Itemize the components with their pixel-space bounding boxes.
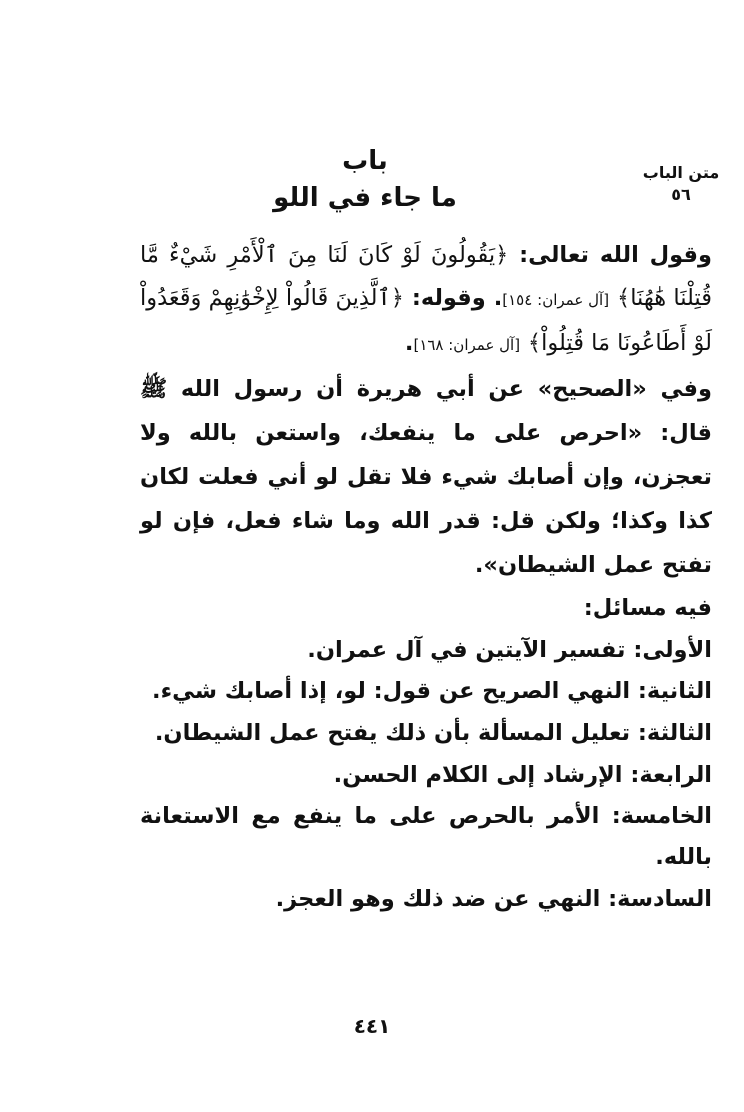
issue-item: الثالثة: تعليل المسألة بأن ذلك يفتح عمل الشيطان.: [154, 720, 712, 746]
chapter-heading: [200, 143, 530, 217]
chapter-heading-title: ما جاء في اللو: [273, 183, 457, 213]
page-number: ٤٤١: [353, 1014, 391, 1038]
margin-note-title: متن الباب: [642, 163, 720, 182]
verse-reference-1: [آل عمران: ١٥٤]: [502, 291, 610, 309]
quran-verse-2: ﴿ٱلَّذِينَ قَالُواْ لِإِخْوَٰنِهِمْ وَقَعَدُواْ لَوْ أَطَاعُونَا مَا قُتِلُواْ﴾: [140, 285, 712, 356]
verses-paragraph: [140, 234, 712, 367]
issue-item: الأولى: تفسير الآيتين في آل عمران.: [307, 637, 712, 663]
verse-reference-2: [آل عمران: ١٦٨]: [413, 336, 521, 354]
hadith-paragraph: وفي «الصحيح» عن أبي هريرة أن رسول الله ﷺ قال: «احرص على ما ينفعك، واستعن بالله ولا تعجزن، وإن أصابك شيء فلا تقل لو أني فعلت لكان كذا وكذا؛ ولكن قل: قدر الله وما شاء فعل، فإن لو تفتح عمل الشيطان».: [140, 376, 712, 578]
issue-item: الرابعة: الإرشاد إلى الكلام الحسن.: [333, 762, 712, 788]
issue-item: السادسة: النهي عن ضد ذلك وهو العجز.: [275, 886, 712, 912]
connector-text: . وقوله:: [403, 285, 503, 311]
issues-title: فيه مسائل:: [583, 595, 712, 621]
end-dot: .: [404, 330, 414, 356]
issue-item: الثانية: النهي الصريح عن قول: لو، إذا أصابك شيء.: [152, 678, 712, 704]
issue-item: الخامسة: الأمر بالحرص على ما ينفع مع الاستعانة بالله.: [140, 803, 712, 870]
intro-text: وقول الله تعالى:: [508, 242, 712, 268]
margin-note: [638, 162, 724, 206]
chapter-body: [140, 234, 712, 920]
quran-verse-1: ﴿يَقُولُونَ لَوْ كَانَ لَنَا مِنَ ٱلْأَمْرِ شَيْءٌ مَّا قُتِلْنَا هَٰهُنَا﴾: [140, 242, 712, 311]
chapter-heading-label: باب: [342, 146, 388, 176]
margin-note-number: ٥٦: [671, 185, 691, 204]
